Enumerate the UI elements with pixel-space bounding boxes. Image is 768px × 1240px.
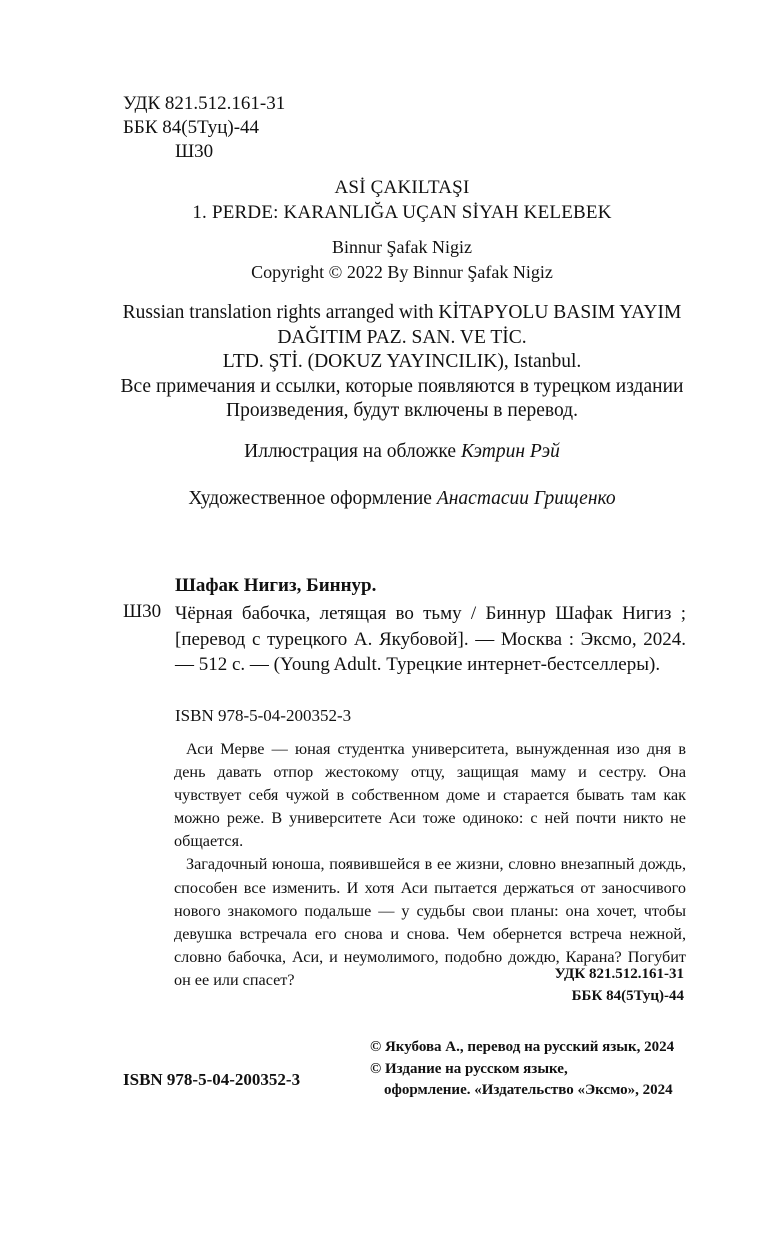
copyright-notices [370, 1037, 686, 1102]
rights-line: LTD. ŞTİ. (DOKUZ YAYINCILIK), Istanbul. [222, 351, 582, 372]
rights-line: Все примечания и ссылки, которые появляются в турецком издании [120, 375, 684, 397]
design-credit [110, 487, 694, 511]
author-mark: Ш30 [175, 141, 214, 162]
footer-isbn: ISBN 978-5-04-200352-3 [123, 1070, 301, 1089]
udk-code: УДК 821.512.161-31 [123, 93, 286, 114]
footer-udk: УДК 821.512.161-31 [554, 966, 684, 982]
footer-codes [555, 963, 684, 1007]
annotation-paragraph: Аси Мерве — юная студентка университета, вынужденная изо дня в день давать отпор жестокому отцу, защищая маму и сестру. Она чувствует себя чужой в собственном доме и старается бывать там как можно реже. В университете Аси тоже одиноко: с ней почти никто не общается. [174, 740, 686, 851]
rights-line: DAĞITIM PAZ. SAN. VE TİC. [277, 326, 527, 348]
bibliography-description: Чёрная бабочка, летящая во тьму / Биннур Шафак Нигиз ; [перевод с турецкого А. Якубовой]. — Москва : Эксмо, 2024. — 512 с. — (Young Adult. Турецкие интернет-бестселлеры). [175, 603, 686, 675]
annotation-paragraph: Загадочный юноша, появившейся в ее жизни, словно внезапный дождь, способен все изменить. И хотя Аси пытается держаться от заносчивого нового знакомого подальше — у судьбы свои планы: она хочет, чтобы девушка встречала его снова и снова. Чем обернется встреча нежной, словно бабочка, Аси, и неумолимого, подобно дождю, Карана? Погубит он ее или спасет? [174, 855, 686, 989]
designer-name: Анастасии Грищенко [436, 488, 616, 509]
rights-line: Russian translation rights arranged with KİTAPYOLU BASIM YAYIM [122, 302, 682, 323]
illustration-credit [110, 440, 694, 464]
original-title-line1: ASİ ÇAKILTAŞI [334, 177, 470, 198]
translation-copyright: © Якубова А., перевод на русский язык, 2024 [370, 1039, 675, 1055]
original-author: Binnur Şafak Nigiz [332, 237, 472, 257]
original-title-line2: 1. PERDE: KARANLIĞA UÇAN SİYAH KELEBEK [192, 202, 612, 223]
footer-bbk: ББК 84(5Туц)-44 [571, 988, 684, 1004]
classification-block [123, 92, 285, 164]
original-author-block [110, 235, 694, 285]
design-label: Художественное оформление [188, 488, 432, 509]
original-title-block [110, 175, 694, 225]
bibliography-author: Шафак Нигиз, Биннур. [175, 575, 377, 596]
bibliography-isbn: ISBN 978-5-04-200352-3 [175, 706, 352, 725]
rights-block [110, 301, 694, 424]
original-copyright: Copyright © 2022 By Binnur Şafak Nigiz [251, 262, 553, 282]
bbk-code: ББК 84(5Туц)-44 [123, 117, 260, 138]
illustration-label: Иллюстрация на обложке [244, 441, 457, 462]
bibliography-code: Ш30 [123, 601, 162, 622]
edition-copyright: © Издание на русском языке, [370, 1060, 568, 1077]
rights-line: Произведения, будут включены в перевод. [226, 400, 578, 421]
edition-copyright-cont: оформление. «Издательство «Эксмо», 2024 [384, 1082, 673, 1098]
annotation [174, 738, 686, 992]
illustrator-name: Кэтрин Рэй [460, 441, 560, 462]
